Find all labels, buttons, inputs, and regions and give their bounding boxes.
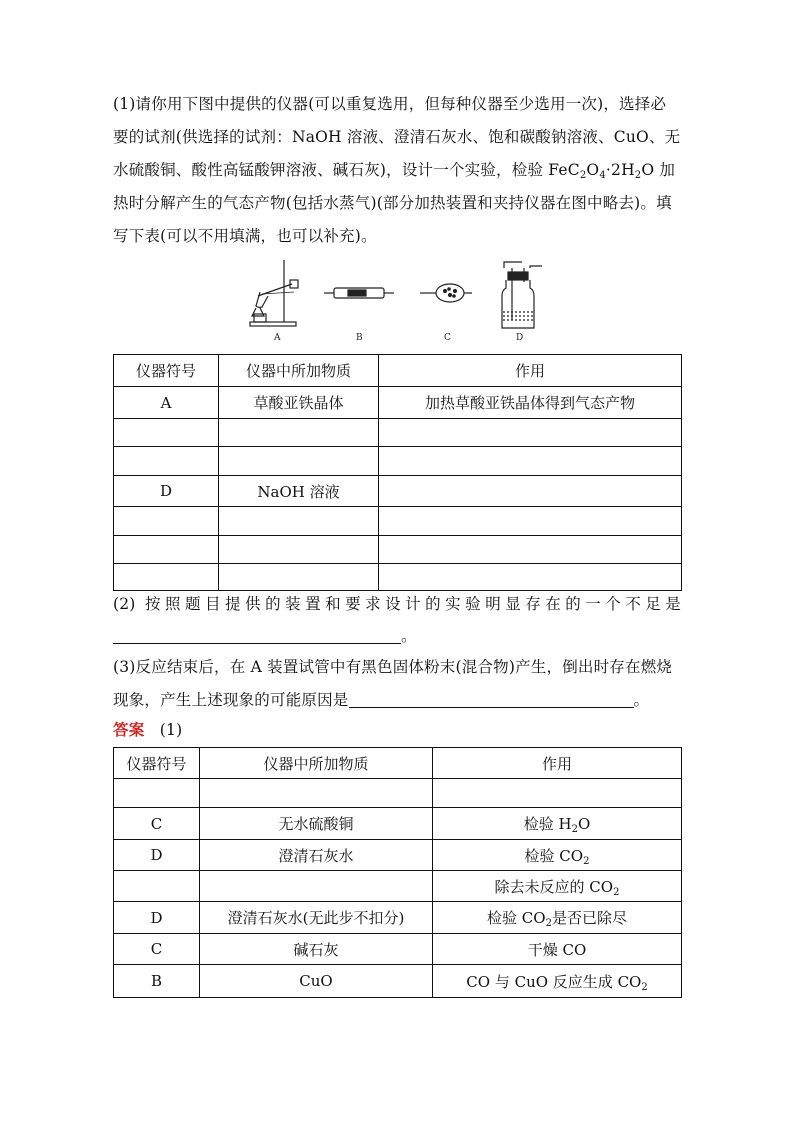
q3-text: (3)反应结束后，在 A 装置试管中有黑色固体粉末(混合物)产生，倒出时存在燃烧现象，产生上述现象的可能原因是: [113, 658, 673, 709]
table-cell[interactable]: [379, 536, 682, 564]
answer-part: (1): [159, 721, 183, 739]
table-row: [114, 536, 682, 564]
table-cell: D: [114, 476, 219, 507]
table-cell[interactable]: [379, 419, 682, 447]
q1-text-end: O 加热时分解产生的气态产物(包括水蒸气)(部分加热装置和夹持仪器在图中略去)。填写下表(可以不用填满，也可以补充)。: [113, 161, 676, 245]
question-table: [113, 354, 682, 591]
table-row: [114, 507, 682, 536]
apparatus-d-icon: [502, 262, 542, 328]
table-row: [114, 564, 682, 591]
table-cell[interactable]: [114, 507, 219, 536]
apparatus-figure: [240, 258, 550, 346]
answer-row: [114, 808, 682, 840]
table-cell: 加热草酸亚铁晶体得到气态产物: [379, 387, 682, 419]
table-header-cell: 作用: [433, 748, 682, 779]
apparatus-b-icon: [324, 288, 394, 298]
answer-substance: CuO: [200, 965, 433, 998]
question-2-answer-line: [113, 620, 681, 653]
answer-table: [113, 747, 682, 998]
answer-row: [114, 840, 682, 871]
table-row: [114, 387, 682, 419]
table-header-row: [114, 355, 682, 387]
apparatus-label-a: A: [274, 333, 281, 343]
answer-use: CO 与 CuO 反应生成 $CO_2$: [433, 965, 682, 998]
answer-heading: [113, 713, 681, 747]
table-cell[interactable]: [379, 564, 682, 591]
table-cell[interactable]: [379, 476, 682, 507]
table-cell: 草酸亚铁晶体: [219, 387, 379, 419]
answer-symbol: C: [114, 808, 200, 840]
answer-symbol: [114, 779, 200, 808]
table-cell[interactable]: [114, 419, 219, 447]
table-cell[interactable]: [219, 564, 379, 591]
apparatus-a-icon: [250, 260, 298, 326]
answer-use: 检验 $CO_2$是否已除尽: [433, 902, 682, 934]
table-cell[interactable]: [219, 536, 379, 564]
table-cell[interactable]: [379, 447, 682, 476]
answer-substance: 无水硫酸铜: [200, 808, 433, 840]
answer-header-row: [114, 748, 682, 779]
table-cell[interactable]: [114, 564, 219, 591]
formula-part: ·2H: [605, 161, 635, 179]
table-header-cell: 仪器符号: [114, 748, 200, 779]
table-cell[interactable]: [379, 507, 682, 536]
answer-use: 除去未反应的 $CO_2$: [433, 871, 682, 902]
table-cell[interactable]: [219, 419, 379, 447]
q3-end: 。: [633, 691, 650, 709]
answer-symbol: [114, 871, 200, 902]
formula-part: O: [586, 161, 600, 179]
apparatus-label-b: B: [356, 333, 363, 343]
answer-row: [114, 871, 682, 902]
table-header-cell: 仪器中所加物质: [219, 355, 379, 387]
formula-subscript: 4: [599, 170, 606, 181]
answer-use: 干燥 CO: [433, 934, 682, 965]
question-1-text: [113, 88, 681, 253]
table-cell[interactable]: [219, 447, 379, 476]
formula-subscript: 2: [634, 170, 642, 181]
q2-text: (2) 按照题目提供的装置和要求设计的实验明显存在的一个不足是: [113, 595, 681, 613]
apparatus-label-d: D: [516, 333, 524, 343]
apparatus-label-c: C: [444, 333, 451, 343]
table-cell: NaOH 溶液: [219, 476, 379, 507]
table-cell: A: [114, 387, 219, 419]
answer-substance: 澄清石灰水(无此步不扣分): [200, 902, 433, 934]
answer-row: [114, 902, 682, 934]
answer-blank[interactable]: [113, 625, 401, 644]
table-header-cell: 作用: [379, 355, 682, 387]
answer-substance: 澄清石灰水: [200, 840, 433, 871]
answer-symbol: D: [114, 902, 200, 934]
answer-use: 检验 $H_2O$: [433, 808, 682, 840]
table-cell[interactable]: [114, 536, 219, 564]
answer-substance: 碱石灰: [200, 934, 433, 965]
question-2-text: [113, 588, 681, 621]
answer-substance: [200, 779, 433, 808]
table-row: [114, 419, 682, 447]
answer-row: [114, 934, 682, 965]
answer-label: 答案: [113, 720, 145, 739]
apparatus-c-icon: [420, 284, 472, 302]
table-cell[interactable]: [114, 447, 219, 476]
formula-subscript: 2: [579, 170, 587, 181]
answer-substance: [200, 871, 433, 902]
table-cell[interactable]: [219, 507, 379, 536]
question-3-text: [113, 651, 681, 717]
answer-row: [114, 965, 682, 998]
answer-row: [114, 779, 682, 808]
answer-symbol: C: [114, 934, 200, 965]
answer-blank[interactable]: [349, 689, 634, 708]
table-header-cell: 仪器中所加物质: [200, 748, 433, 779]
table-header-cell: 仪器符号: [114, 355, 219, 387]
table-row: [114, 476, 682, 507]
answer-symbol: D: [114, 840, 200, 871]
q2-end: 。: [401, 627, 417, 645]
answer-symbol: B: [114, 965, 200, 998]
answer-use: [433, 779, 682, 808]
table-row: [114, 447, 682, 476]
answer-use: 检验 $CO_2$: [433, 840, 682, 871]
q1-text: (1)请你用下图中提供的仪器(可以重复选用，但每种仪器至少选用一次)，选择必要的试剂(供选择的试剂：NaOH 溶液、澄清石灰水、饱和碳酸钠溶液、CuO、无水硫酸铜、酸性高锰酸钾溶液、碱石灰)，设计一个实验，检验 FeC: [113, 95, 681, 179]
